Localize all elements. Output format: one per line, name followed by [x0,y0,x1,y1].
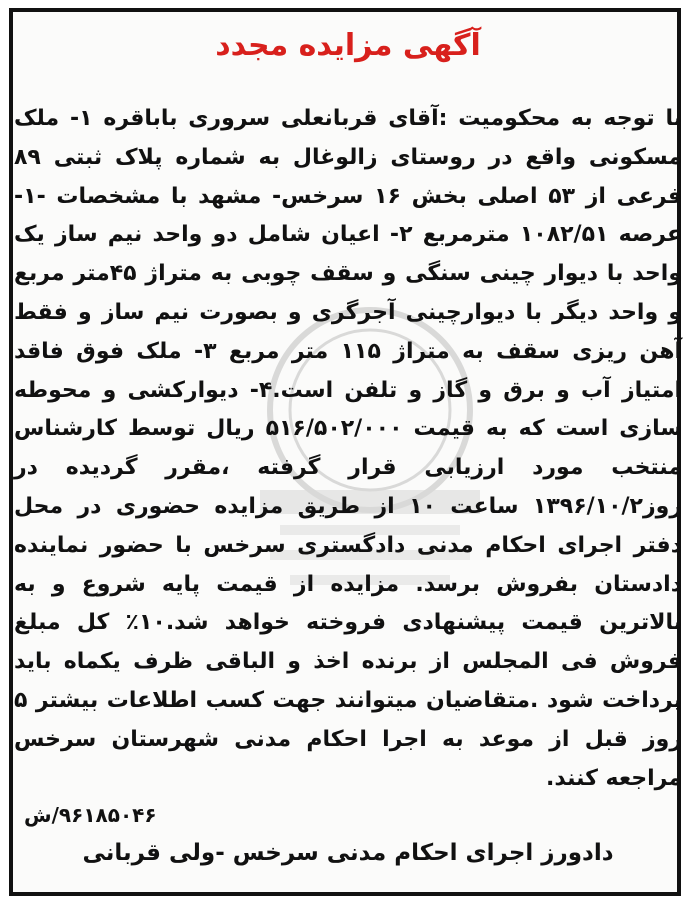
notice-body: با توجه به محکومیت :آقای قربانعلی سروری باباقره ۱- ملک مسکونی واقع در روستای زالوغال به شماره پلاک ثبتی ۸۹ فرعی از ۵۳ اصلی بخش ۱۶ سرخس- مشهد با مشخصات -۱- عرصه ۱۰۸۲/۵۱ مترمربع ۲- اعیان شامل دو واحد نیم ساز یک واحد با دیوار چینی سنگی و سقف چوبی به متراژ ۴۵متر مربع و واحد دیگر با دیوارچینی آجرگری و بصورت نیم ساز و فقط آهن ریزی سقف به متراژ ۱۱۵ متر مربع ۳- ملک فوق فاقد امتیاز آب و برق و گاز و تلفن است.۴- دیوارکشی و محوطه سازی است که به قیمت ۵۱۶/۵۰۲/۰۰۰ ریال توسط کارشناس منتخب مورد ارزیابی قرار گرفته ،مقرر گردیده در روز۱۳۹۶/۱۰/۲ ساعت ۱۰ از طریق مزایده حضوری در محل دفتر اجرای احکام مدنی دادگستری سرخس با حضور نماینده دادستان بفروش برسد. مزایده از قیمت پایه شروع و به بالاترین قیمت پیشنهادی فروخته خواهد شد.۱۰٪ کل مبلغ فروش فی المجلس از برنده اخذ و الباقی ظرف یکماه باید پرداخت شود .متقاضیان میتوانند جهت کسب اطلاعات بیشتر ۵ روز قبل از موعد به اجرا احکام مدنی شهرستان سرخس مراجعه کنند. [14,106,683,791]
reference-number: ۹۶۱۸۵۰۴۶/ش [24,803,157,827]
signature-line: دادورز اجرای احکام مدنی سرخس -ولی قربانی [82,840,614,866]
notice-title: آگهی مزایده مجدد [215,28,481,63]
